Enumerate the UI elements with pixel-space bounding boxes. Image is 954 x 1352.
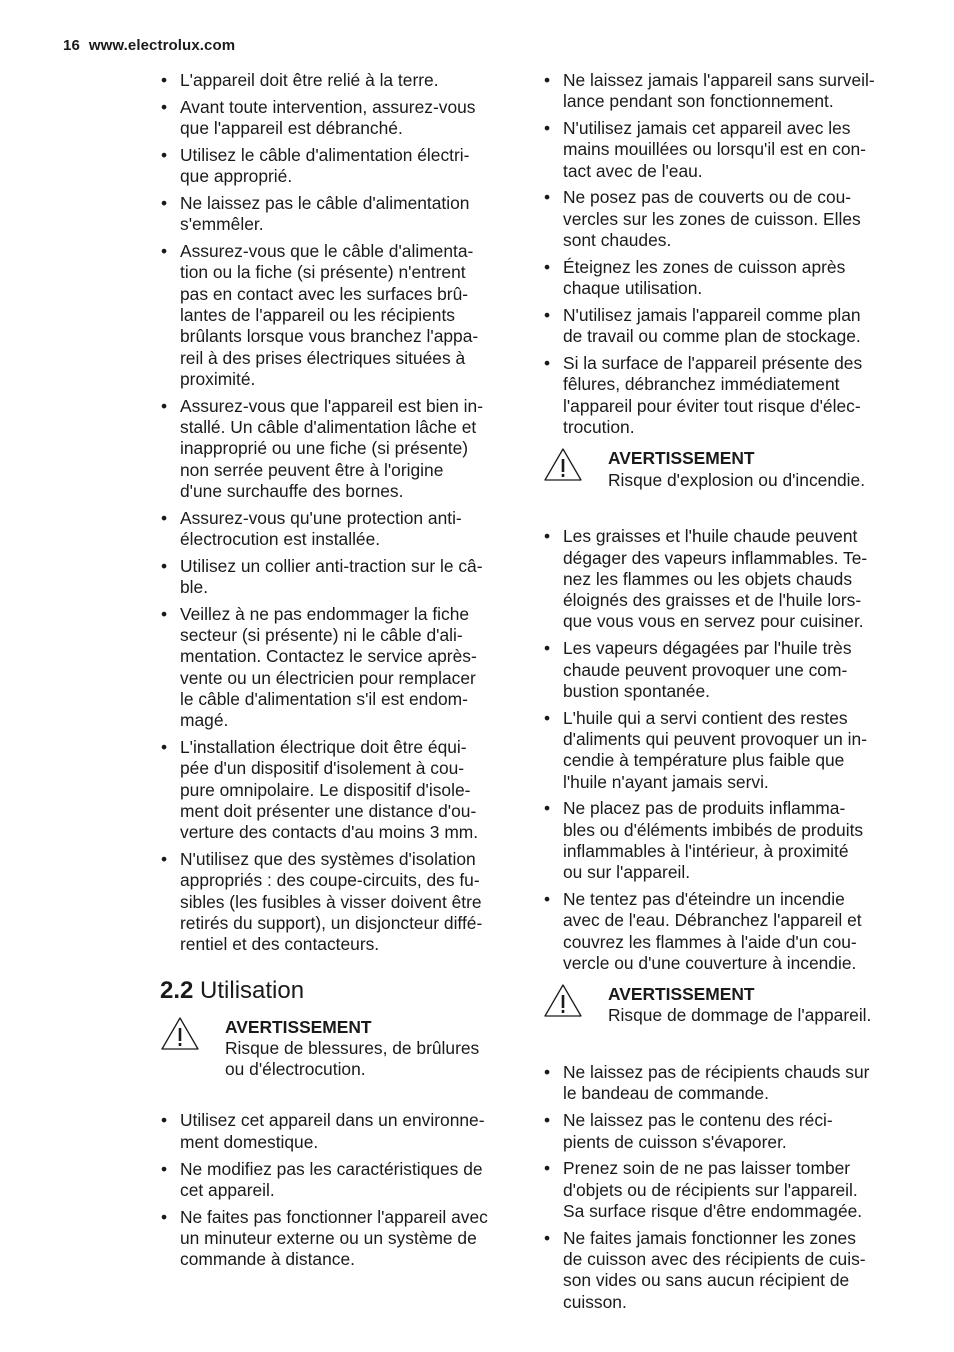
bullet-list [160, 1110, 512, 1270]
site-url: www.electrolux.com [88, 37, 236, 54]
page-header [63, 37, 235, 54]
list-item: • Ne laissez pas le câble d'alimentation s'emmêler. [160, 193, 512, 236]
bullet-list [543, 526, 897, 974]
list-item: • Ne laissez jamais l'appareil sans surveil- lance pendant son fonctionnement. [543, 70, 897, 113]
list-item: • Les vapeurs dégagées par l'huile très chaude peuvent provoquer une com- bustion spontanée. [543, 638, 897, 702]
section-title: Utilisation [200, 976, 305, 1004]
section-number: 2.2 [160, 976, 194, 1004]
list-item: • Assurez-vous que l'appareil est bien in- stallé. Un câble d'alimentation lâche et inapproprié ou une fiche (si présente) non serrée peuvent être à l'origine d'une surchauffe des bornes. [160, 396, 512, 502]
list-item: • Éteignez les zones de cuisson après chaque utilisation. [543, 257, 897, 300]
list-item: • Ne posez pas de couverts ou de cou- vercles sur les zones de cuisson. Elles sont chaudes. [543, 187, 897, 251]
bullet-list [160, 70, 512, 956]
section-heading [160, 977, 512, 1005]
warning-title: AVERTISSEMENT [608, 984, 755, 1005]
list-item: • Prenez soin de ne pas laisser tomber d'objets ou de récipients sur l'appareil. Sa surface risque d'être endommagée. [543, 1158, 897, 1222]
list-item: • N'utilisez jamais cet appareil avec les mains mouillées ou lorsqu'il est en con- tact avec de l'eau. [543, 118, 897, 182]
warning-icon [543, 983, 583, 1018]
list-item: • Assurez-vous que le câble d'alimenta- tion ou la fiche (si présente) n'entrent pas en contact avec les surfaces brû- lantes de l'appareil ou les récipients brûlants lorsque vous branchez l'appa- reil à des prises électriques situées à proximité. [160, 241, 512, 390]
page-number: 16 [63, 37, 80, 54]
list-item: • L'huile qui a servi contient des restes d'aliments qui peuvent provoquer un in- cendie à température plus faible que l'huile n'ayant jamais servi. [543, 708, 897, 793]
right-column [543, 70, 897, 1318]
warning-text: Risque de blessures, de brûlures ou d'électrocution. [225, 1037, 480, 1080]
list-item: • Ne placez pas de produits inflamma- bles ou d'éléments imbibés de produits inflammables à l'intérieur, à proximité ou sur l'appareil. [543, 798, 897, 883]
warning-icon [543, 447, 583, 482]
list-item: • L'installation électrique doit être équi- pée d'un dispositif d'isolement à cou- pure omnipolaire. Le dispositif d'isole- ment doit présenter une distance d'ou- verture des contacts d'au moins 3 mm. [160, 737, 512, 843]
list-item: • Ne faites jamais fonctionner les zones de cuisson avec des récipients de cuis- son vides ou sans aucun récipient de cuisson. [543, 1228, 897, 1313]
list-item: • Assurez-vous qu'une protection anti- électrocution est installée. [160, 508, 512, 551]
list-item: • L'appareil doit être relié à la terre. [160, 70, 512, 91]
list-item: • N'utilisez que des systèmes d'isolation appropriés : des coupe-circuits, des fu- sibles (les fusibles à visser doivent être retirés du support), un disjoncteur diffé- rentiel et des contacteurs. [160, 849, 512, 955]
warning-icon [160, 1016, 200, 1051]
list-item: • Ne laissez pas de récipients chauds sur le bandeau de commande. [543, 1062, 897, 1105]
list-item: • Utilisez le câble d'alimentation électri- que approprié. [160, 145, 512, 188]
list-item: • N'utilisez jamais l'appareil comme plan de travail ou comme plan de stockage. [543, 305, 897, 348]
list-item: • Avant toute intervention, assurez-vous que l'appareil est débranché. [160, 97, 512, 140]
list-item: • Ne laissez pas le contenu des réci- pients de cuisson s'évaporer. [543, 1110, 897, 1153]
list-item: • Ne modifiez pas les caractéristiques de cet appareil. [160, 1159, 512, 1202]
warning-box [160, 1017, 512, 1081]
list-item: • Les graisses et l'huile chaude peuvent dégager des vapeurs inflammables. Te- nez les flammes ou les objets chauds éloignés des graisses et de l'huile lors- que vous vous en servez pour cuisiner. [543, 526, 897, 632]
bullet-list [543, 70, 897, 438]
list-item: • Ne faites pas fonctionner l'appareil avec un minuteur externe ou un système de commande à distance. [160, 1207, 512, 1271]
warning-box [543, 984, 897, 1032]
list-item: • Utilisez cet appareil dans un environne- ment domestique. [160, 1110, 512, 1153]
warning-text: Risque de dommage de l'appareil. [608, 1005, 872, 1026]
warning-title: AVERTISSEMENT [608, 448, 755, 469]
list-item: • Si la surface de l'appareil présente des fêlures, débranchez immédiatement l'appareil pour éviter tout risque d'élec- trocution. [543, 353, 897, 438]
warning-title: AVERTISSEMENT [225, 1016, 372, 1037]
list-item: • Ne tentez pas d'éteindre un incendie avec de l'eau. Débranchez l'appareil et couvrez les flammes à l'aide d'un cou- vercle ou d'une couverture à incendie. [543, 889, 897, 974]
list-item: • Veillez à ne pas endommager la fiche secteur (si présente) ni le câble d'ali- mentation. Contactez le service après- vente ou un électricien pour remplacer le câble d'alimentation s'il est endom- magé. [160, 604, 512, 732]
warning-box [543, 448, 897, 496]
bullet-list [543, 1062, 897, 1313]
warning-text: Risque d'explosion ou d'incendie. [608, 469, 866, 490]
left-column [160, 70, 512, 1276]
list-item: • Utilisez un collier anti-traction sur le câ- ble. [160, 556, 512, 599]
